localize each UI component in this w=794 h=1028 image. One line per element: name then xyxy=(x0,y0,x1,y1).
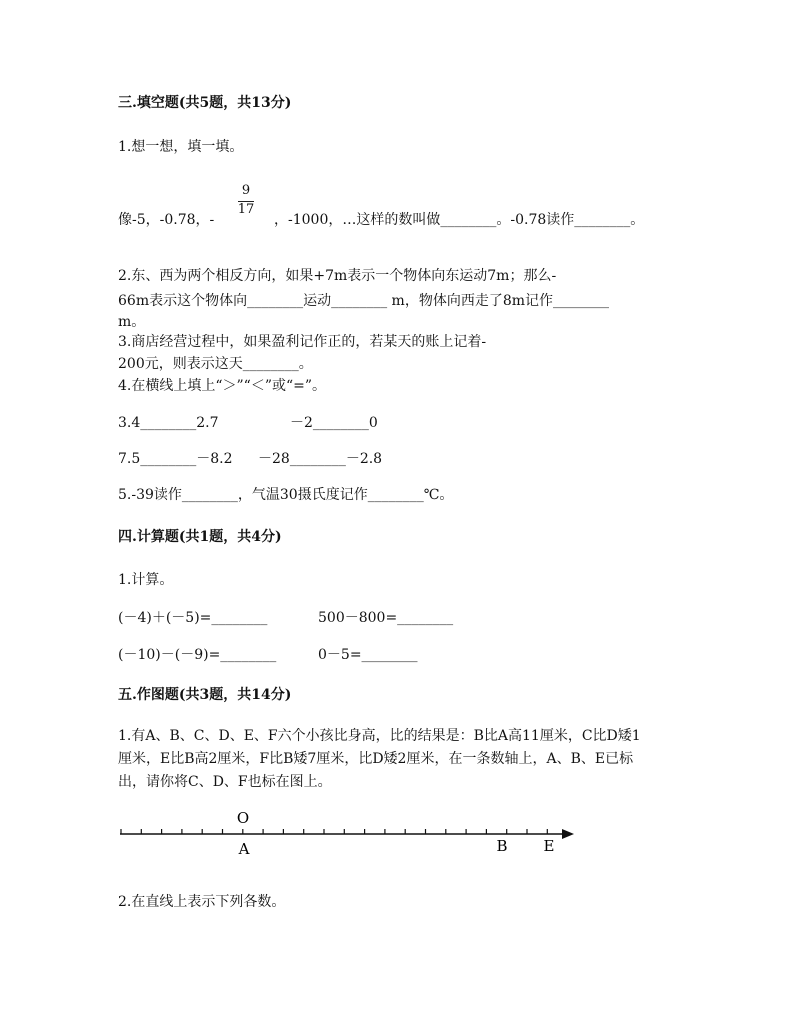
q4-row-1a: 3.4________2.7 xyxy=(118,415,219,431)
q5-line-1: 5.-39读作________，气温30摄氏度记作________℃。 xyxy=(118,487,454,503)
origin-label: O xyxy=(236,809,250,827)
point-label-b: B xyxy=(496,837,508,855)
draw-line-2: 厘米，E比B高2厘米，F比B矮7厘米，比D矮2厘米，在一条数轴上，A、B、E已标 xyxy=(118,751,634,767)
draw-line-1: 1.有A、B、C、D、E、F六个小孩比身高，比的结果是：B比A高11厘米，C比D矮1 xyxy=(118,728,641,744)
number-line xyxy=(0,805,794,865)
calc-c: (－10)－(－9)=________ xyxy=(118,647,277,663)
q4-line-1: 4.在横线上填上“＞”“＜”或“=”。 xyxy=(118,378,327,394)
draw-line-3: 出，请你将C、D、F也标在图上。 xyxy=(118,774,332,790)
q1-line-b: ，-1000，…这样的数叫做________。-0.78读作________。 xyxy=(274,212,645,228)
calc-intro: 1.计算。 xyxy=(118,572,174,588)
fraction-numerator: 9 xyxy=(241,183,251,198)
draw-q2: 2.在直线上表示下列各数。 xyxy=(118,894,286,910)
calc-d: 0－5=________ xyxy=(318,647,418,663)
q4-row-2b: －28________－2.8 xyxy=(258,451,383,467)
calc-b: 500－800=________ xyxy=(318,610,454,626)
section-4-title: 四.计算题(共1题，共4分) xyxy=(118,529,282,545)
q3-line-1: 3.商店经营过程中，如果盈利记作正的，若某天的账上记着- xyxy=(118,334,487,350)
q2-line-2: 66m表示这个物体向________运动________ m，物体向西走了8m记作________ xyxy=(118,293,609,309)
fraction-denominator: 17 xyxy=(237,202,255,217)
number-line-arrow-icon xyxy=(562,829,574,839)
section-5-title: 五.作图题(共3题，共14分) xyxy=(118,687,292,703)
q1-line-a: 像-5，-0.78，- xyxy=(118,212,215,228)
q4-row-1b: －2________0 xyxy=(290,415,378,431)
q4-row-2a: 7.5________－8.2 xyxy=(118,451,233,467)
q2-line-1: 2.东、西为两个相反方向，如果+7m表示一个物体向东运动7m；那么- xyxy=(118,268,557,284)
q3-line-2: 200元，则表示这天________。 xyxy=(118,356,313,372)
calc-a: (－4)＋(－5)=________ xyxy=(118,610,268,626)
point-label-a: A xyxy=(238,840,250,858)
section-3-title: 三.填空题(共5题，共13分) xyxy=(118,95,292,111)
q1-intro: 1.想一想，填一填。 xyxy=(118,139,244,155)
point-label-e: E xyxy=(543,837,555,855)
q2-line-3: m。 xyxy=(118,314,146,330)
